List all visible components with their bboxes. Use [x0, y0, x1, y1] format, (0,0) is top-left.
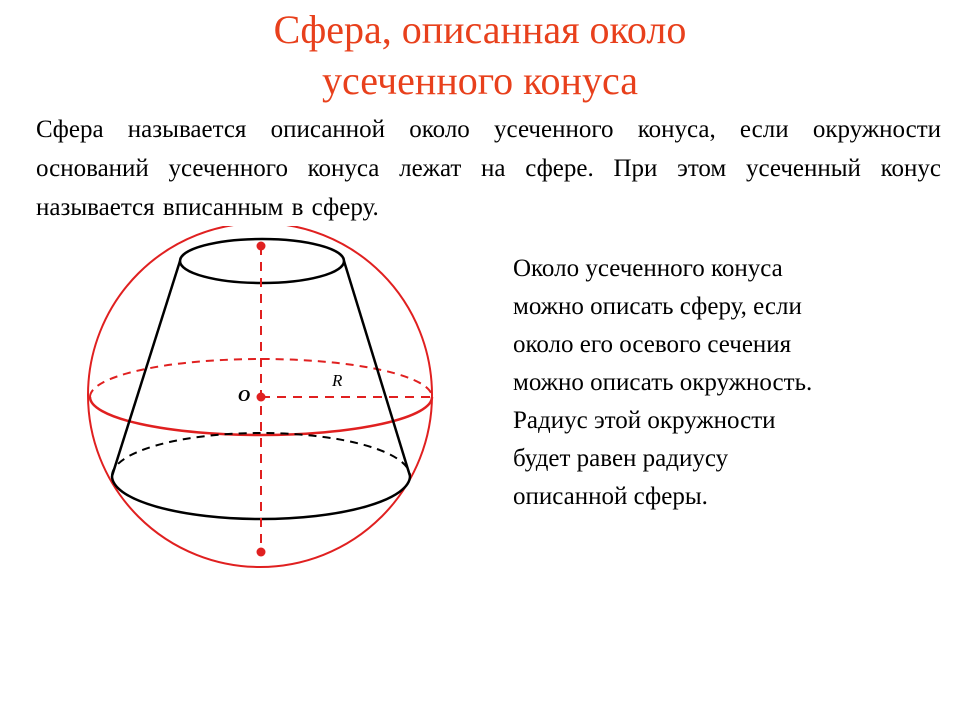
radius-label: R — [332, 371, 343, 390]
side-line-4: можно описать окружность. — [513, 369, 813, 396]
frustum-right-side — [344, 261, 410, 476]
side-line-7: описанной сферы. — [513, 483, 708, 510]
side-line-5: Радиус этой окружности — [513, 407, 776, 434]
side-line-1: Около усеченного конуса — [513, 255, 783, 282]
slide-title — [0, 4, 960, 106]
definition-paragraph: Сфера называется описанной около усеченного конуса, если окружности оснований усеченного конуса лежат на сфере. При этом усеченный конус называется вписанным в сферу. — [36, 116, 941, 221]
side-explanation — [513, 250, 933, 516]
bottom-point — [257, 548, 266, 557]
title-line-1: Сфера, описанная около — [273, 7, 687, 52]
center-label: O — [238, 386, 251, 405]
side-line-2: можно описать сферу, если — [513, 293, 802, 320]
side-line-3: около его осевого сечения — [513, 331, 792, 358]
figure-svg — [80, 226, 450, 588]
center-point — [257, 393, 266, 402]
side-line-6: будет равен радиусу — [513, 445, 729, 472]
sphere-frustum-figure — [80, 226, 450, 588]
top-point — [257, 242, 266, 251]
title-line-2: усеченного конуса — [322, 58, 638, 103]
bottom-base-front — [112, 476, 410, 519]
